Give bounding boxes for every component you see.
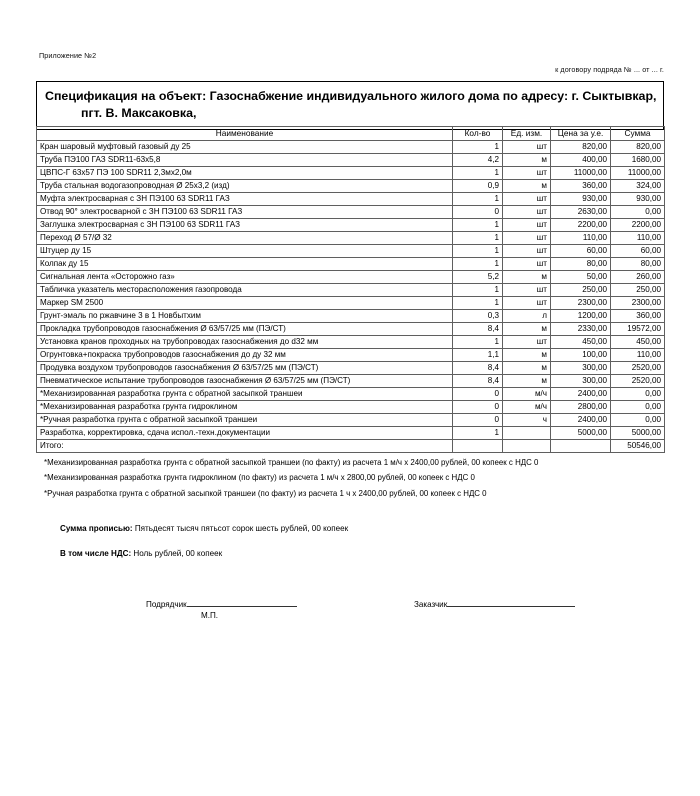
cell-unit: м: [503, 154, 551, 167]
cell-sum: 2520,00: [611, 375, 665, 388]
cell-unit: м: [503, 362, 551, 375]
amount-in-words-row: [60, 524, 348, 533]
specification-table: [36, 126, 665, 453]
table-row: [37, 401, 665, 414]
cell-quantity: 8,4: [453, 362, 503, 375]
cell-sum: 50546,00: [611, 440, 665, 453]
cell-quantity: 8,4: [453, 375, 503, 388]
cell-price: 60,00: [551, 245, 611, 258]
document-title-line1: Спецификация на объект: Газоснабжение индивидуального жилого дома по адресу: г. Сыктывкар,: [45, 89, 657, 103]
cell-quantity: 0,9: [453, 180, 503, 193]
footnote-1: *Механизированная разработка грунта с обратной засыпкой траншеи (по факту) из расчета 1 м/ч х 2400,00 рублей, 00 копеек с НДС 0: [44, 458, 539, 467]
cell-sum: 19572,00: [611, 323, 665, 336]
cell-quantity: 0: [453, 206, 503, 219]
cell-name: Колпак ду 15: [37, 258, 453, 271]
table-row: [37, 297, 665, 310]
cell-sum: 5000,00: [611, 427, 665, 440]
cell-price: 250,00: [551, 284, 611, 297]
cell-price: 1200,00: [551, 310, 611, 323]
cell-unit: шт: [503, 245, 551, 258]
cell-name: Итого:: [37, 440, 453, 453]
cell-name: Сигнальная лента «Осторожно газ»: [37, 271, 453, 284]
cell-name: *Механизированная разработка грунта с обратной засыпкой траншеи: [37, 388, 453, 401]
cell-name: Разработка, корректировка, сдача испол.-техн.документации: [37, 427, 453, 440]
cell-sum: 260,00: [611, 271, 665, 284]
table-row: [37, 141, 665, 154]
table-row: [37, 193, 665, 206]
cell-name: Труба стальная водогазопроводная Ø 25х3,2 (изд): [37, 180, 453, 193]
cell-quantity: 1: [453, 284, 503, 297]
cell-name: *Ручная разработка грунта с обратной засыпкой траншеи: [37, 414, 453, 427]
document-title-line2: пгт. В. Максаковка,: [81, 105, 197, 120]
cell-name: Отвод 90° электросварной с ЗН ПЭ100 63 SDR11 ГАЗ: [37, 206, 453, 219]
cell-unit: м: [503, 323, 551, 336]
cell-sum: 0,00: [611, 206, 665, 219]
table-row: [37, 388, 665, 401]
appendix-number: Приложение №2: [39, 51, 97, 60]
cell-price: 11000,00: [551, 167, 611, 180]
cell-quantity: 1: [453, 193, 503, 206]
cell-unit: шт: [503, 167, 551, 180]
cell-unit: шт: [503, 141, 551, 154]
cell-price: 930,00: [551, 193, 611, 206]
cell-sum: 0,00: [611, 401, 665, 414]
column-header-quantity: Кол-во: [453, 127, 503, 141]
cell-unit: шт: [503, 232, 551, 245]
cell-sum: 2200,00: [611, 219, 665, 232]
table-row: [37, 349, 665, 362]
cell-quantity: 0: [453, 414, 503, 427]
cell-unit: м: [503, 349, 551, 362]
cell-quantity: 1,1: [453, 349, 503, 362]
cell-price: 300,00: [551, 362, 611, 375]
table-row: [37, 362, 665, 375]
contract-reference: к договору подряда № ... от ... г.: [555, 65, 664, 74]
customer-signature: [414, 598, 575, 609]
cell-sum: 60,00: [611, 245, 665, 258]
cell-unit: шт: [503, 219, 551, 232]
cell-quantity: 1: [453, 336, 503, 349]
cell-name: ЦВПС-Г 63х57 ПЭ 100 SDR11 2,3мх2,0м: [37, 167, 453, 180]
cell-price: 80,00: [551, 258, 611, 271]
vat-row: [60, 549, 348, 558]
cell-unit: м: [503, 180, 551, 193]
cell-name: Прокладка трубопроводов газоснабжения Ø 63/57/25 мм (ПЭ/СТ): [37, 323, 453, 336]
cell-sum: 2520,00: [611, 362, 665, 375]
column-header-sum: Сумма: [611, 127, 665, 141]
cell-price: 2300,00: [551, 297, 611, 310]
cell-price: 450,00: [551, 336, 611, 349]
cell-sum: 80,00: [611, 258, 665, 271]
table-row: [37, 180, 665, 193]
cell-name: Пневматическое испытание трубопроводов газоснабжения Ø 63/57/25 мм (ПЭ/СТ): [37, 375, 453, 388]
cell-name: Переход Ø 57/Ø 32: [37, 232, 453, 245]
cell-quantity: [453, 440, 503, 453]
cell-name: Заглушка электросварная с ЗН ПЭ100 63 SDR11 ГАЗ: [37, 219, 453, 232]
cell-unit: шт: [503, 206, 551, 219]
cell-unit: ч: [503, 414, 551, 427]
cell-unit: [503, 440, 551, 453]
cell-unit: м: [503, 375, 551, 388]
cell-price: 2400,00: [551, 414, 611, 427]
table-row: [37, 245, 665, 258]
cell-quantity: 0: [453, 388, 503, 401]
cell-price: 820,00: [551, 141, 611, 154]
customer-signature-line[interactable]: [447, 598, 575, 607]
cell-unit: м/ч: [503, 388, 551, 401]
table-total-row: [37, 440, 665, 453]
table-row: [37, 310, 665, 323]
cell-quantity: 1: [453, 167, 503, 180]
cell-unit: шт: [503, 284, 551, 297]
table-header-row: [37, 127, 665, 141]
cell-sum: 820,00: [611, 141, 665, 154]
cell-name: *Механизированная разработка грунта гидроклином: [37, 401, 453, 414]
column-header-unit: Ед. изм.: [503, 127, 551, 141]
signature-block: [36, 598, 664, 638]
amount-in-words-value: Пятьдесят тысяч пятьсот сорок шесть рублей, 00 копеек: [134, 524, 349, 533]
cell-quantity: 1: [453, 232, 503, 245]
vat-value: Ноль рублей, 00 копеек: [133, 549, 223, 558]
cell-quantity: 5,2: [453, 271, 503, 284]
cell-name: Огрунтовка+покраска трубопроводов газоснабжения до ду 32 мм: [37, 349, 453, 362]
table-row: [37, 232, 665, 245]
cell-sum: 324,00: [611, 180, 665, 193]
table-row: [37, 167, 665, 180]
cell-price: 400,00: [551, 154, 611, 167]
footnotes: [44, 455, 684, 501]
footnote-2: *Механизированная разработка грунта гидроклином (по факту) из расчета 1 м/ч х 2800,00 рублей, 00 копеек с НДС 0: [44, 473, 475, 483]
cell-sum: 930,00: [611, 193, 665, 206]
cell-name: Установка кранов проходных на трубопроводах газоснабжения до d32 мм: [37, 336, 453, 349]
cell-name: Продувка воздухом трубопроводов газоснабжения Ø 63/57/25 мм (ПЭ/СТ): [37, 362, 453, 375]
cell-unit: шт: [503, 193, 551, 206]
cell-quantity: 4,2: [453, 154, 503, 167]
customer-label: Заказчик: [414, 600, 448, 609]
cell-quantity: 0,3: [453, 310, 503, 323]
table-body: [37, 141, 665, 453]
cell-sum: 0,00: [611, 414, 665, 427]
cell-sum: 360,00: [611, 310, 665, 323]
column-header-name: Наименование: [37, 127, 453, 141]
table-row: [37, 414, 665, 427]
cell-quantity: 1: [453, 141, 503, 154]
cell-sum: 2300,00: [611, 297, 665, 310]
cell-price: 2800,00: [551, 401, 611, 414]
summary-amounts: [60, 524, 348, 574]
cell-quantity: 1: [453, 245, 503, 258]
table-row: [37, 427, 665, 440]
contractor-label: Подрядчик: [146, 600, 187, 609]
cell-name: Грунт-эмаль по ржавчине 3 в 1 Новбытхим: [37, 310, 453, 323]
cell-sum: 0,00: [611, 388, 665, 401]
stamp-label: М.П.: [201, 611, 219, 620]
cell-quantity: 1: [453, 258, 503, 271]
cell-name: Табличка указатель месторасположения газопровода: [37, 284, 453, 297]
cell-unit: шт: [503, 336, 551, 349]
cell-name: Штуцер ду 15: [37, 245, 453, 258]
table-row: [37, 375, 665, 388]
cell-price: 2630,00: [551, 206, 611, 219]
cell-name: Муфта электросварная с ЗН ПЭ100 63 SDR11 ГАЗ: [37, 193, 453, 206]
column-header-price: Цена за у.е.: [551, 127, 611, 141]
cell-price: 360,00: [551, 180, 611, 193]
cell-price: 300,00: [551, 375, 611, 388]
cell-unit: л: [503, 310, 551, 323]
cell-unit: шт: [503, 258, 551, 271]
cell-name: Маркер SM 2500: [37, 297, 453, 310]
cell-sum: 110,00: [611, 349, 665, 362]
table-row: [37, 284, 665, 297]
table-row: [37, 323, 665, 336]
footnote-3: *Ручная разработка грунта с обратной засыпкой траншеи (по факту) из расчета 1 ч х 2400,00 рублей, 00 копеек с НДС 0: [44, 488, 487, 498]
cell-quantity: 1: [453, 219, 503, 232]
table-row: [37, 154, 665, 167]
cell-quantity: 1: [453, 427, 503, 440]
cell-unit: м/ч: [503, 401, 551, 414]
cell-unit: [503, 427, 551, 440]
cell-price: 50,00: [551, 271, 611, 284]
cell-price: 2330,00: [551, 323, 611, 336]
table-row: [37, 219, 665, 232]
cell-sum: 250,00: [611, 284, 665, 297]
cell-quantity: 8,4: [453, 323, 503, 336]
cell-unit: шт: [503, 297, 551, 310]
cell-price: 110,00: [551, 232, 611, 245]
cell-sum: 11000,00: [611, 167, 665, 180]
cell-quantity: 1: [453, 297, 503, 310]
table-row: [37, 206, 665, 219]
cell-price: 5000,00: [551, 427, 611, 440]
table-row: [37, 336, 665, 349]
document-title: [36, 81, 664, 130]
cell-sum: 110,00: [611, 232, 665, 245]
cell-price: [551, 440, 611, 453]
cell-price: 2200,00: [551, 219, 611, 232]
cell-sum: 450,00: [611, 336, 665, 349]
cell-name: Кран шаровый муфтовый газовый ду 25: [37, 141, 453, 154]
table-row: [37, 271, 665, 284]
amount-in-words-label: Сумма прописью:: [60, 524, 133, 533]
contractor-signature-line[interactable]: [187, 598, 297, 607]
cell-quantity: 0: [453, 401, 503, 414]
cell-price: 2400,00: [551, 388, 611, 401]
table-row: [37, 258, 665, 271]
cell-price: 100,00: [551, 349, 611, 362]
contractor-signature: [146, 598, 297, 609]
cell-unit: м: [503, 271, 551, 284]
cell-sum: 1680,00: [611, 154, 665, 167]
cell-name: Труба ПЭ100 ГАЗ SDR11-63х5,8: [37, 154, 453, 167]
vat-label: В том числе НДС:: [60, 549, 132, 558]
